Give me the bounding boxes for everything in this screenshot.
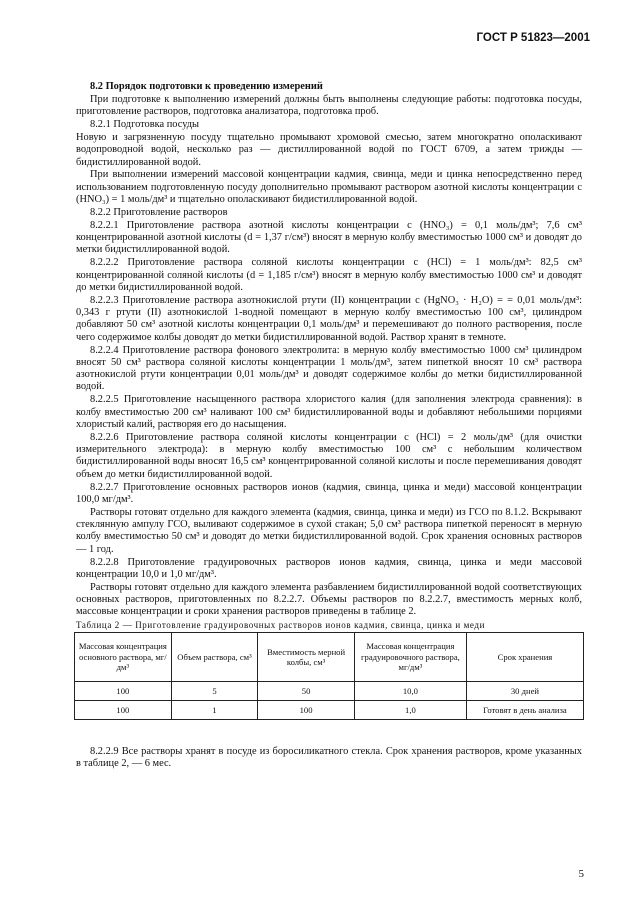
paragraph: При выполнении измерений массовой концентрации кадмия, свинца, меди и цинка непосредственно перед использованием подготовленную посуду дополнительно промывают раствором азотной кислоты концентрации c (HNO₃) = 1 моль/дм³ и тщательно ополаскивают бидистиллированной водой.: [76, 169, 582, 206]
standard-number: ГОСТ Р 51823—2001: [476, 32, 590, 44]
column-header: Массовая концентрация основного раствора, мг/дм³: [75, 633, 172, 682]
table-cell: 1: [171, 701, 258, 720]
table-cell: Готовят в день анализа: [466, 701, 583, 720]
table-cell: 100: [258, 701, 355, 720]
paragraph: Растворы готовят отдельно для каждого элемента разбавлением бидистиллированной водой соответствующих основных растворов, приготовленных по 8.2.2.7. Объемы растворов по 8.2.2.7, вместимость мерных колб, массовые концентрации и сроки хранения растворов приведены в таблице 2.: [76, 581, 582, 618]
paragraph: 8.2.2.8 Приготовление градуировочных растворов ионов кадмия, свинца, цинка и меди массовой концентрации 10,0 и 1,0 мг/дм³.: [76, 556, 582, 580]
paragraph: 8.2.2.4 Приготовление раствора фонового электролита: в мерную колбу вместимостью 1000 см³ цилиндром вносят 50 см³ раствора соляной кислоты концентрации 1 моль/дм³, затем пипеткой вносят 10 см³ раствора азотнокислой ртути концентрации 0,01 моль/дм³ и доводят содержимое колбы до метки бидистиллированной водой.: [76, 344, 582, 393]
page-number: 5: [578, 868, 584, 880]
column-header: Вместимость мерной колбы, см³: [258, 633, 355, 682]
table-cell: 1,0: [354, 701, 466, 720]
table-2: [74, 632, 584, 720]
table-caption: Таблица 2 — Приготовление градуировочных растворов ионов кадмия, свинца, цинка и меди: [76, 620, 485, 631]
body-text: [76, 79, 582, 771]
paragraph: 8.2.2.1 Приготовление раствора азотной кислоты концентрации c (HNO₃) = 0,1 моль/дм³; 7,6 см³ концентрированной азотной кислоты (d = 1,37 г/см³) вносят в мерную колбу вместимостью 1000 см³ и доводят до метки бидистиллированной водой.: [76, 219, 582, 256]
table-row: [75, 682, 584, 701]
column-header: Объем раствора, см³: [171, 633, 258, 682]
paragraph: Новую и загрязненную посуду тщательно промывают хромовой смесью, затем многократно ополаскивают водопроводной водой, несколько раз — дистиллированной водой по ГОСТ 6709, а затем трижды — бидистиллированной водой.: [76, 131, 582, 168]
subsection-heading: 8.2.1 Подготовка посуды: [90, 119, 200, 131]
table-row: [75, 701, 584, 720]
paragraph: 8.2.2.9 Все растворы хранят в посуде из боросиликатного стекла. Срок хранения растворов, кроме указанных в таблице 2, — 6 мес.: [76, 746, 582, 770]
column-header: Массовая концентрация градуировочного раствора, мг/дм³: [354, 633, 466, 682]
paragraph: 8.2.2.7 Приготовление основных растворов ионов (кадмия, свинца, цинка и меди) массовой концентрации 100,0 мг/дм³.: [76, 481, 582, 505]
column-header: Срок хранения: [466, 633, 583, 682]
table-cell: 30 дней: [466, 682, 583, 701]
table-cell: 100: [75, 682, 172, 701]
table-header-row: [75, 633, 584, 682]
paragraph: 8.2.2.3 Приготовление раствора азотнокислой ртути (II) концентрации c (HgNO₃ · H₂O) = = 0,01 моль/дм³: 0,343 г ртути (II) азотнокислой 1-водной помещают в мерную колбу вместимостью 100 см³, цилиндром добавляют 50 см³ азотной кислоты концентрации 0,1 моль/дм³ и перемешивают до полного растворения, после чего содержимое колбы доводят до метки бидистиллированной водой. Раствор хранят в темноте.: [76, 294, 582, 343]
table-cell: 10,0: [354, 682, 466, 701]
table-cell: 100: [75, 701, 172, 720]
subsection-heading: 8.2.2 Приготовление растворов: [90, 206, 228, 218]
table-cell: 50: [258, 682, 355, 701]
paragraph: 8.2.2.2 Приготовление раствора соляной кислоты концентрации c (HCl) = 1 моль/дм³: 82,5 см³ концентрированной соляной кислоты (d = 1,185 г/см³) вносят в мерную колбу вместимостью 1000 см³ и доводят до метки бидистиллированной водой.: [76, 257, 582, 293]
paragraph: При подготовке к выполнению измерений должны быть выполнены следующие работы: подготовка посуды, приготовление растворов, подготовка анализатора, подготовка проб.: [76, 93, 582, 118]
paragraph: Растворы готовят отдельно для каждого элемента (кадмия, свинца, цинка и меди) из ГСО по 8.1.2. Вскрывают стеклянную ампулу ГСО, выливают содержимое в сухой стакан; 5,0 см³ раствора пипеткой переносят в мерную колбу вместимостью 50 см³ и доводят до метки бидистиллированной водой. Срок хранения основных растворов — 1 год.: [76, 506, 582, 555]
table-cell: 5: [171, 682, 258, 701]
paragraph: 8.2.2.5 Приготовление насыщенного раствора хлористого калия (для заполнения электрода сравнения): в колбу вместимостью 200 см³ наливают 100 см³ бидистиллированной воды и добавляют небольшими порциями хлористый калий, растворяя его до насыщения.: [76, 394, 582, 430]
section-title: 8.2 Порядок подготовки к проведению измерений: [90, 81, 323, 92]
paragraph: 8.2.2.6 Приготовление раствора соляной кислоты концентрации c (HCl) = 2 моль/дм³ (для очистки измерительного электрода): в мерную колбу вместимостью 100 см³ с небольшим количеством бидистиллированной воды вносят 16,5 см³ концентрированной соляной кислоты и после перемешивания доводят объем до метки бидистиллированной водой.: [76, 431, 582, 480]
